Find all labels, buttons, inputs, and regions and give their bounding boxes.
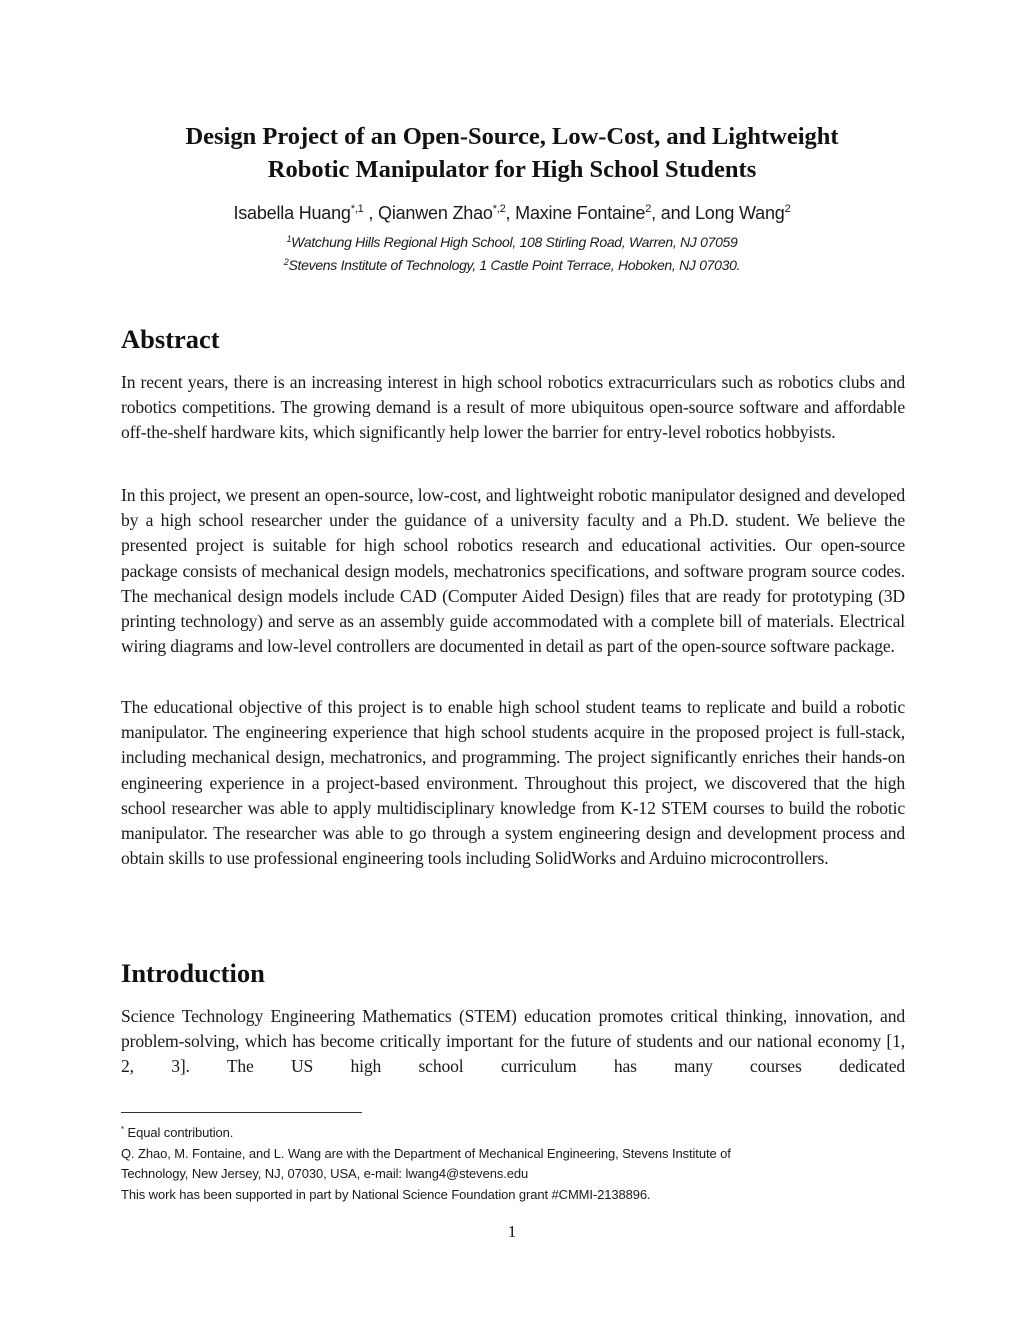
footnote-mark: * (121, 1125, 125, 1134)
author-separator: , (363, 203, 379, 223)
footnote-affiliation-line-1: Q. Zhao, M. Fontaine, and L. Wang are with the Department of Mechanical Engineering, Stevens Institute of (121, 1145, 731, 1161)
footnote-separator (121, 1112, 362, 1113)
introduction-heading: Introduction (121, 958, 265, 988)
author-list (100, 199, 924, 227)
affiliation-mark: 2 (283, 257, 289, 267)
footnotes (121, 1123, 921, 1205)
introduction-paragraph-1: Science Technology Engineering Mathematics (STEM) education promotes critical thinking, innovation, and problem-solving, which has become critically important for the future of students and our national economy [1, 2, 3]. The US high school curriculum has many courses dedicated (121, 1006, 905, 1077)
author-marks: *,1 (350, 203, 364, 215)
paper-title (100, 120, 924, 186)
abstract-paragraph-1: In recent years, there is an increasing interest in high school robotics extracurriculars such as robotics clubs and robotics competitions. The growing demand is a result of more ubiquitous open-source software and affordable off-the-shelf hardware kits, which significantly help lower the barrier for entry-level robotics hobbyists. (121, 372, 905, 443)
footnote-funding: This work has been supported in part by National Science Foundation grant #CMMI-2138896. (121, 1186, 651, 1202)
author-marks: 2 (784, 203, 791, 215)
affiliation-2 (100, 255, 924, 275)
abstract-heading: Abstract (121, 324, 220, 354)
author-name: Maxine Fontaine (515, 203, 646, 223)
title-line-1: Design Project of an Open-Source, Low-Cost, and Lightweight (185, 123, 839, 150)
abstract-paragraph-2: In this project, we present an open-source, low-cost, and lightweight robotic manipulator designed and developed by a high school researcher under the guidance of a university faculty and a Ph.D. student. We believe the presented project is suitable for high school robotics research and educational activities. Our open-source package consists of mechanical design models, mechatronics specifications, and software program source codes. The mechanical design models include CAD (Computer Aided Design) files that are ready for prototyping (3D printing technology) and serve as an assembly guide accommodated with a complete bill of materials. Electrical wiring diagrams and low-level controllers are documented in detail as part of the open-source software package. (121, 485, 905, 657)
author-marks: 2 (645, 203, 652, 215)
abstract-paragraph-3: The educational objective of this project is to enable high school student teams to replicate and build a robotic manipulator. The engineering experience that high school students acquire in the proposed project is full-stack, including mechanical design, mechatronics, and programming. The project significantly enriches their hands-on engineering experience in a project-based environment. Throughout this project, we discovered that the high school researcher was able to apply multidisciplinary knowledge from K-12 STEM courses to build the robotic manipulator. The researcher was able to go through a system engineering design and development process and obtain skills to use professional engineering tools including SolidWorks and Arduino microcontrollers. (121, 697, 905, 869)
author-name: Isabella Huang (233, 203, 351, 223)
author-name: Qianwen Zhao (378, 203, 493, 223)
author-name: Long Wang (695, 203, 785, 223)
footnote-affiliation-line-2: Technology, New Jersey, NJ, 07030, USA, e-mail: lwang4@stevens.edu (121, 1166, 529, 1181)
affiliation-text: Stevens Institute of Technology, 1 Castle Point Terrace, Hoboken, NJ 07030. (288, 257, 741, 273)
affiliation-text: Watchung Hills Regional High School, 108 Stirling Road, Warren, NJ 07059 (291, 234, 738, 250)
affiliation-mark: 1 (286, 234, 292, 244)
title-line-2: Robotic Manipulator for High School Students (267, 156, 757, 183)
author-separator: , (505, 203, 516, 223)
footnote-equal-contribution (121, 1123, 921, 1144)
affiliation-1 (100, 232, 924, 252)
footnote-text: Equal contribution. (124, 1125, 234, 1140)
author-marks: *,2 (492, 203, 506, 215)
author-separator: , and (651, 203, 695, 223)
page-number: 1 (507, 1222, 517, 1241)
